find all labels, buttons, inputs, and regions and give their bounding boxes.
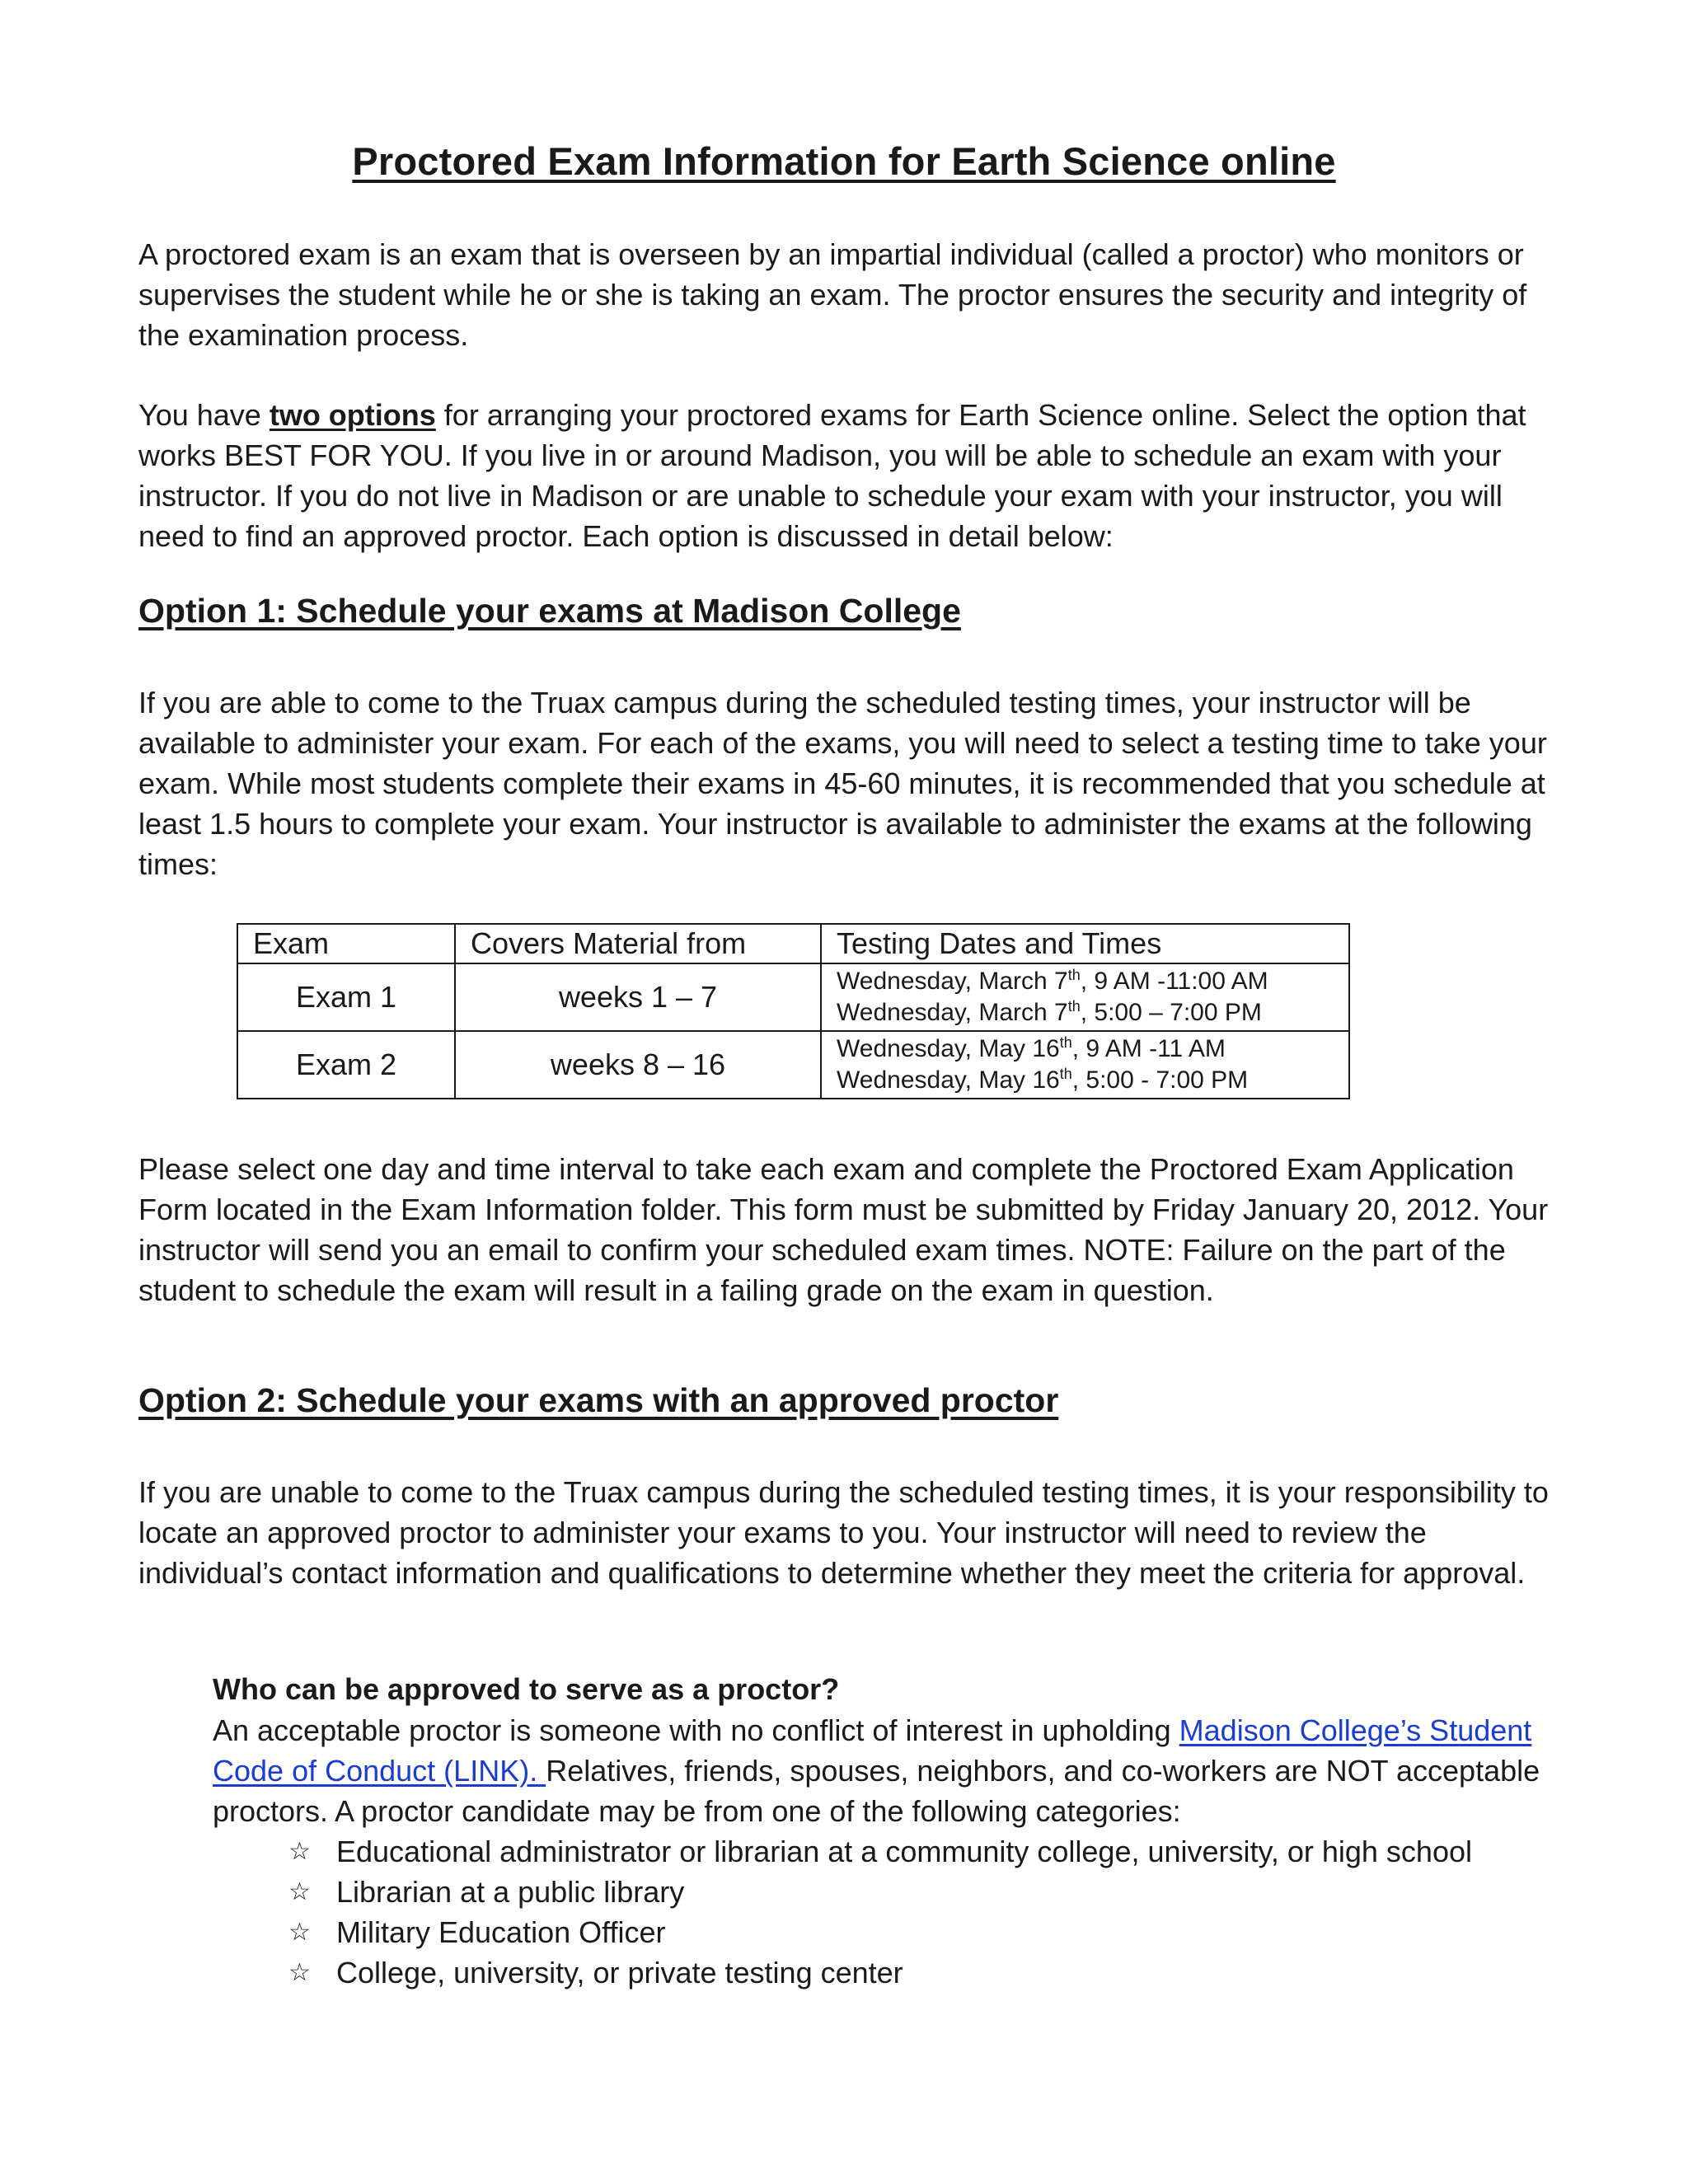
- option1-after-table-paragraph: Please select one day and time interval to take each exam and complete the Proctored Exam Application Form located in the Exam Information folder. This form must be submitted by Friday January 20, 2012. Your instructor will send you an email to confirm your scheduled exam times. NOTE: Failure on the part of the student to schedule the exam will result in a failing grade on the exam in question.: [138, 1152, 1549, 1307]
- slot-date: Wednesday, May 16: [837, 1066, 1060, 1094]
- intro-paragraph: A proctored exam is an exam that is overseen by an impartial individual (called a proctor) who monitors or supervises the student while he or she is taking an exam. The proctor ensures the security and integrity of the examination process.: [138, 237, 1527, 352]
- slot-date: Wednesday, March 7: [837, 999, 1068, 1026]
- options-text-before: You have: [138, 398, 270, 432]
- header-exam: Exam: [237, 924, 455, 963]
- list-item: [288, 1831, 1472, 1872]
- table-row: [237, 1031, 1349, 1099]
- option1-paragraph: If you are able to come to the Truax campus during the scheduled testing times, your instructor will be available to administer your exam. For each of the exams, you will need to select a testing time to take your exam. While most students complete their exams in 45-60 minutes, it is recommended that you schedule at least 1.5 hours to complete your exam. Your instructor is available to administer the exams at the following times:: [138, 686, 1547, 881]
- exam-name-cell: Exam 2: [237, 1031, 455, 1099]
- slot-date: Wednesday, May 16: [837, 1035, 1060, 1062]
- slot-ordinal: th: [1067, 998, 1081, 1015]
- slot-time: , 5:00 - 7:00 PM: [1071, 1066, 1249, 1094]
- student-code-of-conduct-link[interactable]: Madison College’s Student Code of Conduct (LINK).: [213, 1713, 1532, 1788]
- slot-date: Wednesday, March 7: [837, 968, 1068, 995]
- slot-ordinal: th: [1059, 1066, 1072, 1082]
- page-title: Proctored Exam Information for Earth Science online: [352, 139, 1336, 183]
- slot-ordinal: th: [1067, 967, 1081, 983]
- acceptable-proctor-paragraph: [213, 1710, 1573, 1831]
- list-item: [288, 1952, 1472, 1993]
- slot-time: , 9 AM -11:00 AM: [1080, 968, 1268, 995]
- slot-ordinal: th: [1059, 1034, 1072, 1051]
- category-text: Librarian at a public library: [336, 1875, 685, 1909]
- dates-cell: [821, 1031, 1349, 1099]
- star-icon: ☆: [288, 1918, 311, 1947]
- testing-slot: [837, 1065, 1334, 1096]
- star-icon: ☆: [288, 1958, 311, 1987]
- table-header-row: [237, 924, 1349, 963]
- material-cell: weeks 8 – 16: [455, 1031, 821, 1099]
- header-covers-material: Covers Material from: [455, 924, 821, 963]
- testing-slot: [837, 1033, 1334, 1065]
- slot-time: , 5:00 – 7:00 PM: [1080, 999, 1262, 1026]
- category-text: Military Education Officer: [336, 1915, 666, 1949]
- header-testing-dates: Testing Dates and Times: [821, 924, 1349, 963]
- exam-name-cell: Exam 1: [237, 963, 455, 1031]
- acceptable-text-before: An acceptable proctor is someone with no conflict of interest in upholding: [213, 1713, 1179, 1747]
- options-paragraph: [138, 395, 1556, 556]
- list-item: [288, 1912, 1472, 1952]
- category-text: College, university, or private testing center: [336, 1956, 903, 1990]
- list-item: [288, 1872, 1472, 1912]
- testing-slot: [837, 966, 1334, 997]
- material-cell: weeks 1 – 7: [455, 963, 821, 1031]
- options-text-after: for arranging your proctored exams for Earth Science online. Select the option that works BEST FOR YOU. If you live in or around Madison, you will be able to schedule an exam with your instructor. If you do not live in Madison or are unable to schedule your exam with your instructor, you will need to find an approved proctor. Each option is discussed in detail below:: [138, 398, 1526, 553]
- dates-cell: [821, 963, 1349, 1031]
- star-icon: ☆: [288, 1877, 311, 1906]
- table-row: [237, 963, 1349, 1031]
- who-can-be-proctor-heading: Who can be approved to serve as a proctor?: [213, 1672, 840, 1706]
- star-icon: ☆: [288, 1837, 311, 1866]
- testing-slot: [837, 997, 1334, 1029]
- option2-heading: Option 2: Schedule your exams with an approved proctor: [138, 1381, 1059, 1419]
- option1-heading: Option 1: Schedule your exams at Madison College: [138, 592, 961, 630]
- exam-schedule-table: [237, 923, 1350, 1099]
- proctor-categories-list: [288, 1831, 1472, 1993]
- acceptable-text-after: Relatives, friends, spouses, neighbors, and co-workers are NOT acceptable proctors. A proctor candidate may be from one of the following categories:: [213, 1754, 1540, 1828]
- slot-time: , 9 AM -11 AM: [1071, 1035, 1226, 1062]
- option2-paragraph: If you are unable to come to the Truax campus during the scheduled testing times, it is your responsibility to locate an approved proctor to administer your exams to you. Your instructor will need to review the individual’s contact information and qualifications to determine whether they meet the criteria for approval.: [138, 1475, 1549, 1590]
- category-text: Educational administrator or librarian at a community college, university, or high school: [336, 1835, 1472, 1868]
- two-options-emphasis: two options: [269, 398, 436, 432]
